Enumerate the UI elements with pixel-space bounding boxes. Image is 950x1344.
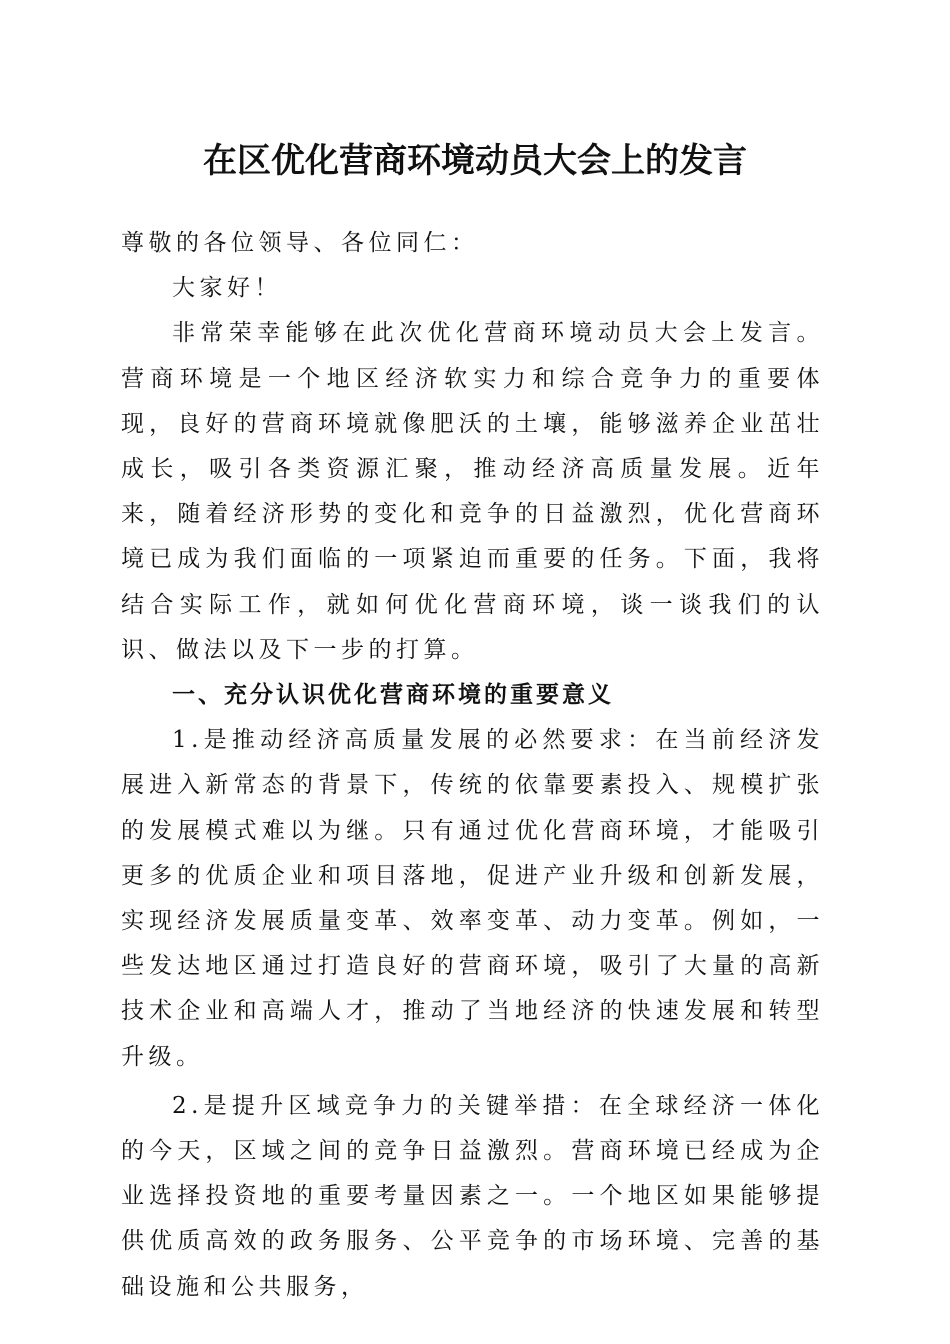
- page-title: 在区优化营商环境动员大会上的发言: [203, 141, 747, 181]
- salutation: 尊敬的各位领导、各位同仁：: [121, 230, 479, 256]
- section-heading: 一、充分认识优化营商环境的重要意义: [172, 682, 614, 709]
- intro-paragraph: 非常荣幸能够在此次优化营商环境动员大会上发言。营商环境是一个地区经济软实力和综合竞争力的重要体现，良好的营商环境就像肥沃的土壤，能够滋养企业茁壮成长，吸引各类资源汇聚，推动经济高质量发展。近年来，随着经济形势的变化和竞争的日益激烈，优化营商环境已成为我们面临的一项紧迫而重要的任务。下面，我将结合实际工作，就如何优化营商环境，谈一谈我们的认识、做法以及下一步的打算。: [121, 320, 824, 663]
- point-2-paragraph: 2.是提升区域竞争力的关键举措：在全球经济一体化的今天，区域之间的竞争日益激烈。营商环境已经成为企业选择投资地的重要考量因素之一。一个地区如果能够提供优质高效的政务服务、公平竞争的市场环境、完善的基础设施和公共服务，: [121, 1092, 824, 1300]
- greeting: 大家好！: [172, 275, 282, 302]
- document-body: [121, 221, 824, 1310]
- point-1-paragraph: 1.是推动经济高质量发展的必然要求：在当前经济发展进入新常态的背景下，传统的依靠要素投入、规模扩张的发展模式难以为继。只有通过优化营商环境，才能吸引更多的优质企业和项目落地，促进产业升级和创新发展，实现经济发展质量变革、效率变革、动力变革。例如，一些发达地区通过打造良好的营商环境，吸引了大量的高新技术企业和高端人才，推动了当地经济的快速发展和转型升级。: [121, 727, 824, 1070]
